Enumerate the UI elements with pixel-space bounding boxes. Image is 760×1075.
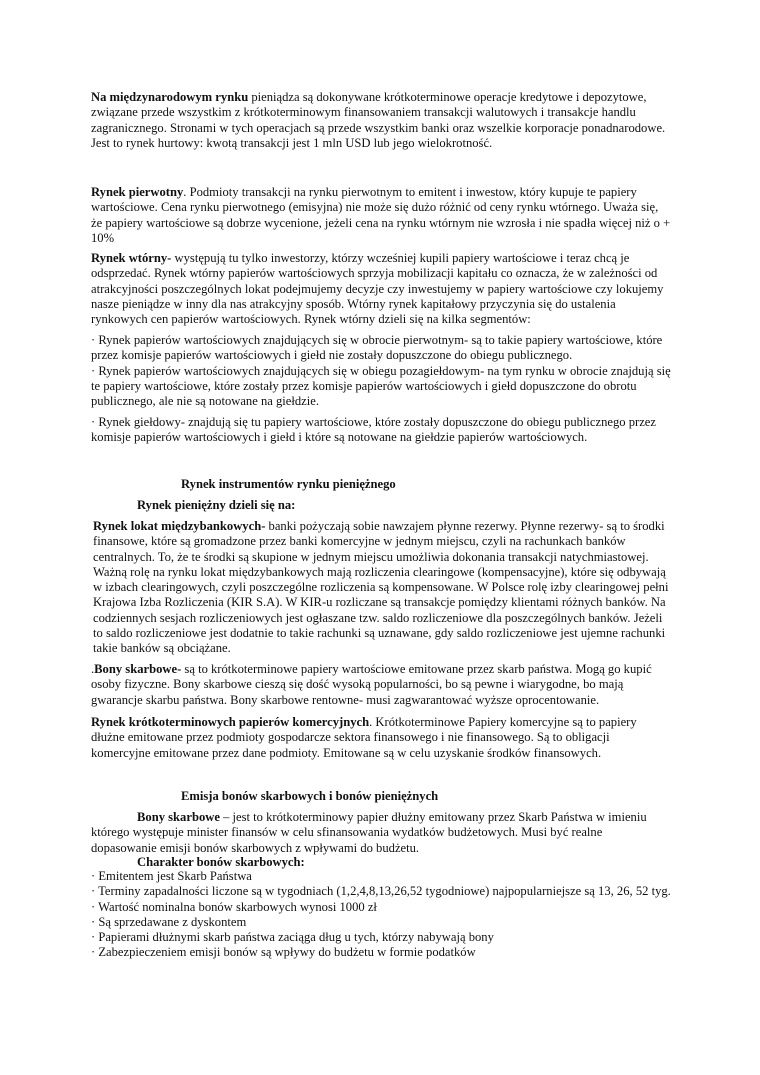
section-heading-instruments: Rynek instrumentów rynku pieniężnego	[181, 477, 396, 491]
paragraph-lead: Rynek lokat międzybankowych-	[93, 519, 266, 533]
paragraph-text: . Podmioty transakcji na rynku pierwotnym to emitent i inwestow, który kupuje te papiery wartościowe. Cena rynku pierwotnego (emisyjna) nie może się dużo różnić od ceny rynku wtórnego. Uważa się, że papiery wartościowe są dobrze wycenione, jeżeli cena na rynku wtórnym nie wzrosła i nie spadła więcej niż o + 10%	[91, 185, 671, 245]
paragraph-secondary-market	[91, 251, 671, 327]
paragraph-exchange-segment: · Rynek giełdowy- znajdują się tu papiery wartościowe, które zostały dopuszczone do obiegu publicznego przez komisje papierów wartościowych i giełd i które są notowane na giełdzie papierów wartościowych.	[91, 415, 656, 445]
subheading-character: Charakter bonów skarbowych:	[137, 855, 305, 869]
paragraph-text: . Krótkoterminowe Papiery komercyjne są to papiery dłużne emitowane przez podmioty gospodarcze sektora finansowego i nie finansowego. Są to obligacji komercyjne emitowane przez dane podmioty. Emitowane są w celu uzyskanie środków finansowych.	[91, 715, 637, 760]
list-item: · Są sprzedawane z dyskontem	[91, 914, 247, 929]
section-heading-emission: Emisja bonów skarbowych i bonów pieniężnych	[181, 789, 439, 803]
paragraph-text: – jest to krótkoterminowy papier dłużny emitowany przez Skarb Państwa w imieniu którego występuje minister finansów w celu sfinansowania wydatków budżetowych. Musi być realne dopasowanie emisji bonów skarbowych z wpływami do budżetu.	[91, 810, 647, 855]
subheading-division: Rynek pieniężny dzieli się na:	[137, 498, 296, 512]
list-item: · Emitentem jest Skarb Państwa	[91, 869, 252, 883]
character-list	[91, 869, 671, 961]
paragraph-interbank	[93, 519, 673, 657]
paragraph-lead: Bony skarbowe	[137, 810, 220, 824]
list-item: · Zabezpieczeniem emisji bonów są wpływy do budżetu w formie podatków	[91, 945, 476, 960]
paragraph-international-market	[91, 90, 671, 151]
paragraph-text: są to krótkoterminowe papiery wartościowe emitowane przez skarb państwa. Mogą go kupić osoby fizyczne. Bony skarbowe cieszą się dość wysoką popularności, bo są pewne i wiarygodne, bo mają gwarancje skarbu państwa. Bony skarbowe rentowne- musi zagwarantować wyższe oprocentowanie.	[91, 662, 652, 707]
list-item: · Rynek papierów wartościowych znajdujących się w obrocie pierwotnym- są to takie papiery wartościowe, które przez komisje papierów wartościowych i giełd nie zostały dopuszczone do obiegu publicznego.	[91, 333, 663, 363]
list-item: · Wartość nominalna bonów skarbowych wynosi 1000 zł	[91, 899, 377, 914]
paragraph-prefix: .	[91, 662, 95, 676]
list-item: · Terminy zapadalności liczone są w tygodniach (1,2,4,8,13,26,52 tygodniowe) najpopularniejsze są 13, 26, 52 tyg.	[91, 884, 671, 899]
paragraph-lead: Rynek krótkoterminowych papierów komercyjnych	[91, 715, 370, 729]
list-item: · Rynek papierów wartościowych znajdujących się w obiegu pozagiełdowym- na tym rynku w obrocie znajdują się te papiery wartościowe, które zostały przez komisje papierów wartościowych i giełd dopuszczone do obrotu publicznego, ale nie są notowane na giełdzie.	[91, 363, 671, 409]
paragraph-primary-market	[91, 185, 671, 246]
paragraph-treasury-definition	[91, 810, 671, 856]
list-item: · Papierami dłużnymi skarb państwa zaciąga dług u tych, którzy nabywają bony	[91, 930, 494, 945]
paragraph-text: występują tu tylko inwestorzy, którzy wcześniej kupili papiery wartościowe i teraz chcą je odsprzedać. Rynek wtórny papierów wartościowych sprzyja mobilizacji kapitału co oznacza, że w zależności od atrakcyjności poszczególnych lokat podejmujemy decyzje czy inwestujemy w papiery wartościowe czy lokujemy nasze pieniądze w inny dla nas atrakcyjny sposób. Wtórny rynek kapitałowy przyczynia się do ustalenia rynkowych cen papierów wartościowych. Rynek wtórny dzieli się na kilka segmentów:	[91, 251, 664, 327]
paragraph-lead: Na międzynarodowym rynku	[91, 90, 249, 104]
paragraph-lead: Rynek pierwotny	[91, 185, 184, 199]
paragraph-lead: Bony skarbowe-	[94, 662, 182, 676]
paragraph-lead: Rynek wtórny-	[91, 251, 172, 265]
paragraph-treasury-bills	[91, 662, 671, 708]
paragraph-text: pieniądza są dokonywane krótkoterminowe operacje kredytowe i depozytowe, związane przede wszystkim z krótkoterminowym finansowaniem transakcji walutowych i transakcje handlu zagranicznego. Stronami w tych operacjach są przede wszystkim banki oraz wszelkie korporacje ponadnarodowe. Jest to rynek hurtowy: kwotą transakcji jest 1 mln USD lub jego wielokrotność.	[91, 90, 666, 150]
paragraph-text: banki pożyczają sobie nawzajem płynne rezerwy. Płynne rezerwy- są to środki finansowe, które są gromadzone przez banki komercyjne w jednym miejscu, czyli na rachunkach banków centralnych. To, że te środki są skupione w jednym miejscu umożliwia dokonania transakcji natychmiastowej. Ważną rolę na rynku lokat międzybankowych mają rozliczenia clearingowe (kompensacyjne), które się odbywają w izbach clearingowych, czyli poszczególne rozliczenia są kompensowane. W Polsce rolę izby clearingowej pełni Krajowa Izba Rozliczenia (KIR S.A). W KIR-u rozliczane są transakcje pomiędzy klientami różnych banków. Na codziennych sesjach rozliczeniowych jest ogłaszane tzw. saldo rozliczeniowe dla poszczególnych banków. Jeżeli to saldo rozliczeniowe jest dodatnie to takie rachunki są uznawane, gdy saldo rozliczeniowe jest ujemne rachunki takie banków są obciążane.	[93, 519, 669, 656]
paragraph-commercial-papers	[91, 715, 671, 761]
segments-list	[91, 333, 671, 409]
